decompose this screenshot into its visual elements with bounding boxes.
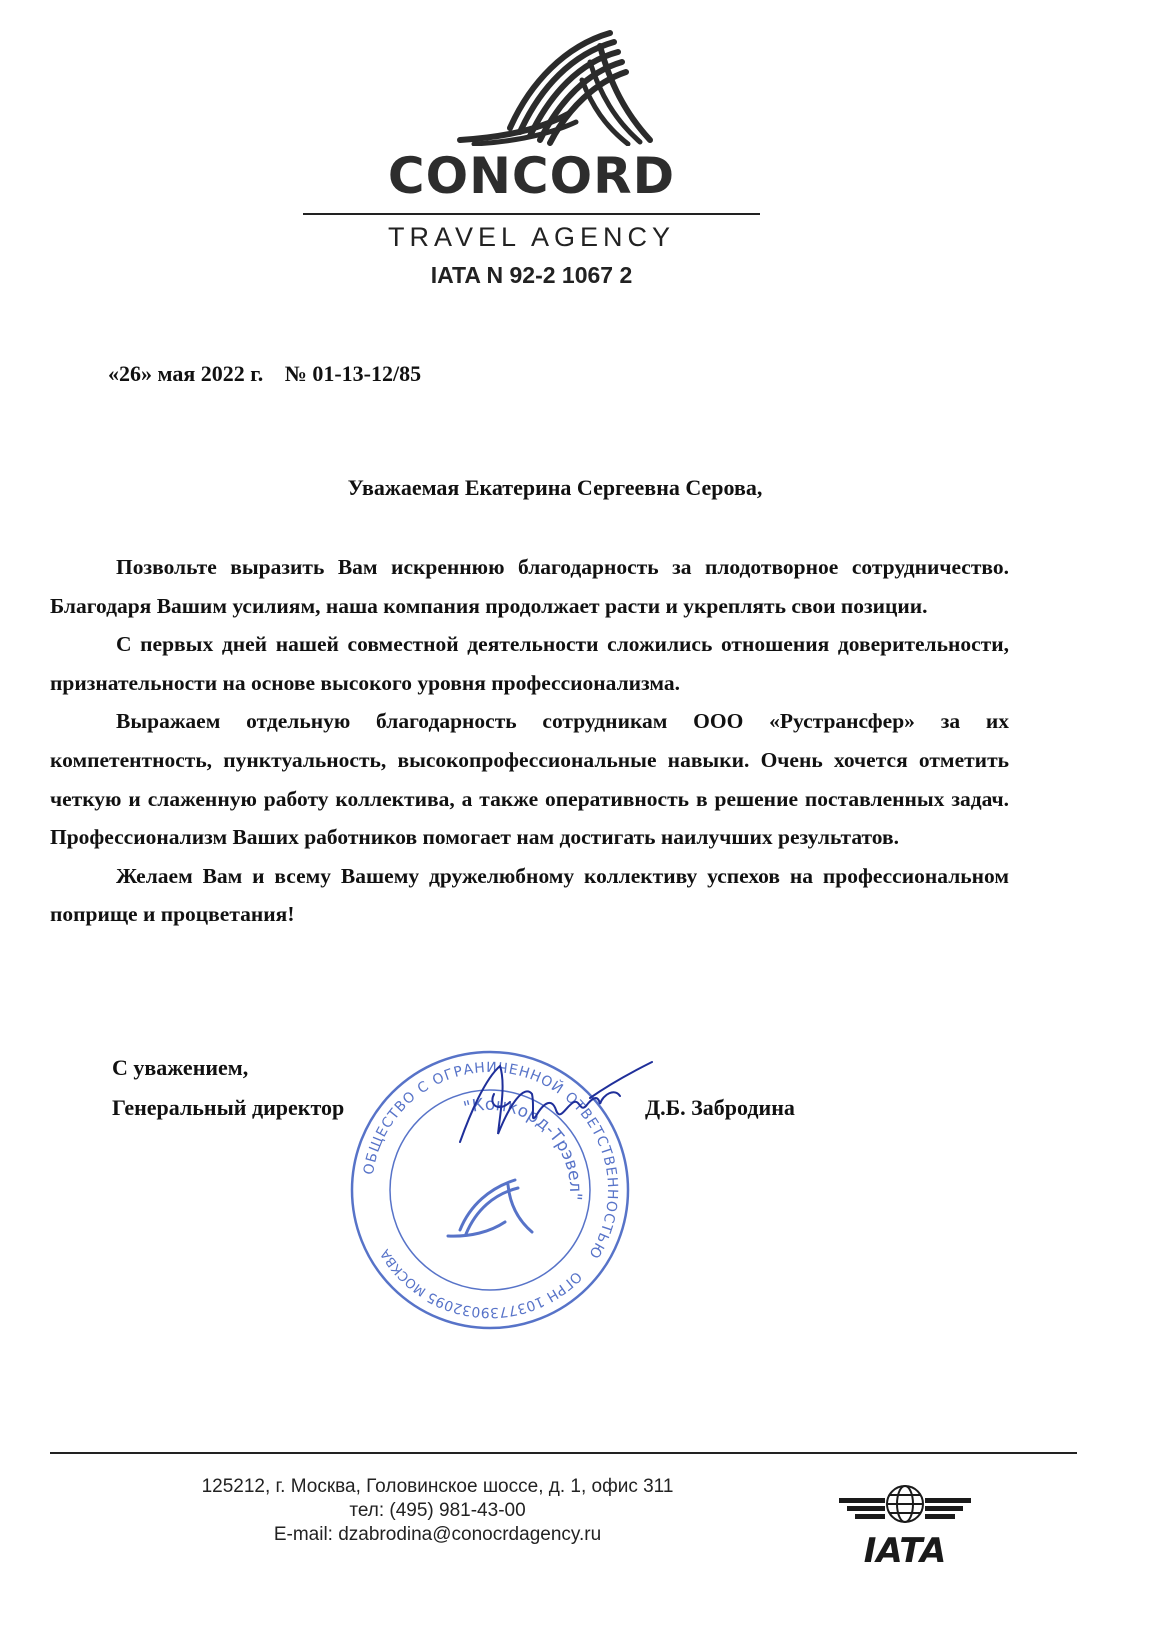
closing: С уважением, [112, 1055, 249, 1080]
footer-address: 125212, г. Москва, Головинское шоссе, д. 1, офис 311 [201, 1476, 674, 1497]
reference-number: № 01-13-12/85 [284, 361, 422, 386]
letter-body [50, 548, 1009, 934]
iata-logo-text: IATA [863, 1531, 947, 1568]
concord-logo-icon [450, 28, 655, 146]
body-paragraph: Позвольте выразить Вам искреннюю благодарность за плодотворное сотрудничество. Благодаря Вашим усилиям, наша компания продолжает расти и укреплять свои позиции. [50, 555, 1009, 618]
stamp-outer-text: ОБЩЕСТВО С ОГРАНИЧЕННОЙ ОТВЕТСТВЕННОСТЬЮ [360, 1059, 621, 1262]
reference-line [108, 360, 421, 388]
footer-divider [50, 1452, 1077, 1454]
footer-email: E-mail: dzabrodina@conocrdagency.ru [273, 1524, 602, 1545]
svg-text:МОСКВА [378, 1246, 429, 1299]
stamp-inner-text: "Конкорд-Трэвел" [461, 1094, 586, 1202]
handwritten-signature [440, 1054, 655, 1149]
footer-phone: тел: (495) 981-43-00 [349, 1500, 526, 1521]
brand-subtitle: TRAVEL AGENCY [387, 222, 676, 252]
iata-number: IATA N 92-2 1067 2 [430, 262, 633, 288]
brand-divider [303, 213, 760, 215]
stamp-logo-icon [448, 1180, 532, 1236]
reference-date: «26» мая 2022 г. [108, 361, 264, 386]
footer-contacts [165, 1475, 710, 1547]
stamp-ogrn: ОГРН 1037739032095 [424, 1268, 585, 1321]
brand-name: CONCORD [387, 147, 676, 205]
body-paragraph: Желаем Вам и всему Вашему дружелюбному коллективу успехов на профессиональном поприще и процветания! [50, 863, 1009, 927]
body-paragraph: Выражаем отдельную благодарность сотрудникам ООО «Рустрансфер» за их компетентность, пунктуальность, высокопрофессиональные навыки. Очень хочется отметить четкую и слаженную работу коллектива, а также оперативность в решение поставленных задач. Профессионализм Ваших работников помогает нам достигать наилучших результатов. [50, 709, 1009, 850]
stamp-city: МОСКВА [377, 1246, 429, 1299]
signatory-title: Генеральный директор [112, 1095, 345, 1120]
svg-text:ОГРН 1037739032095 [425, 1268, 585, 1320]
signatory-name: Д.Б. Забродина [645, 1095, 795, 1120]
iata-logo-icon [835, 1468, 975, 1568]
body-paragraph: С первых дней нашей совместной деятельности сложились отношения доверительности, признательности на основе высокого уровня профессионализма. [50, 632, 1009, 695]
salutation: Уважаемая Екатерина Сергеевна Серова, [347, 475, 763, 500]
